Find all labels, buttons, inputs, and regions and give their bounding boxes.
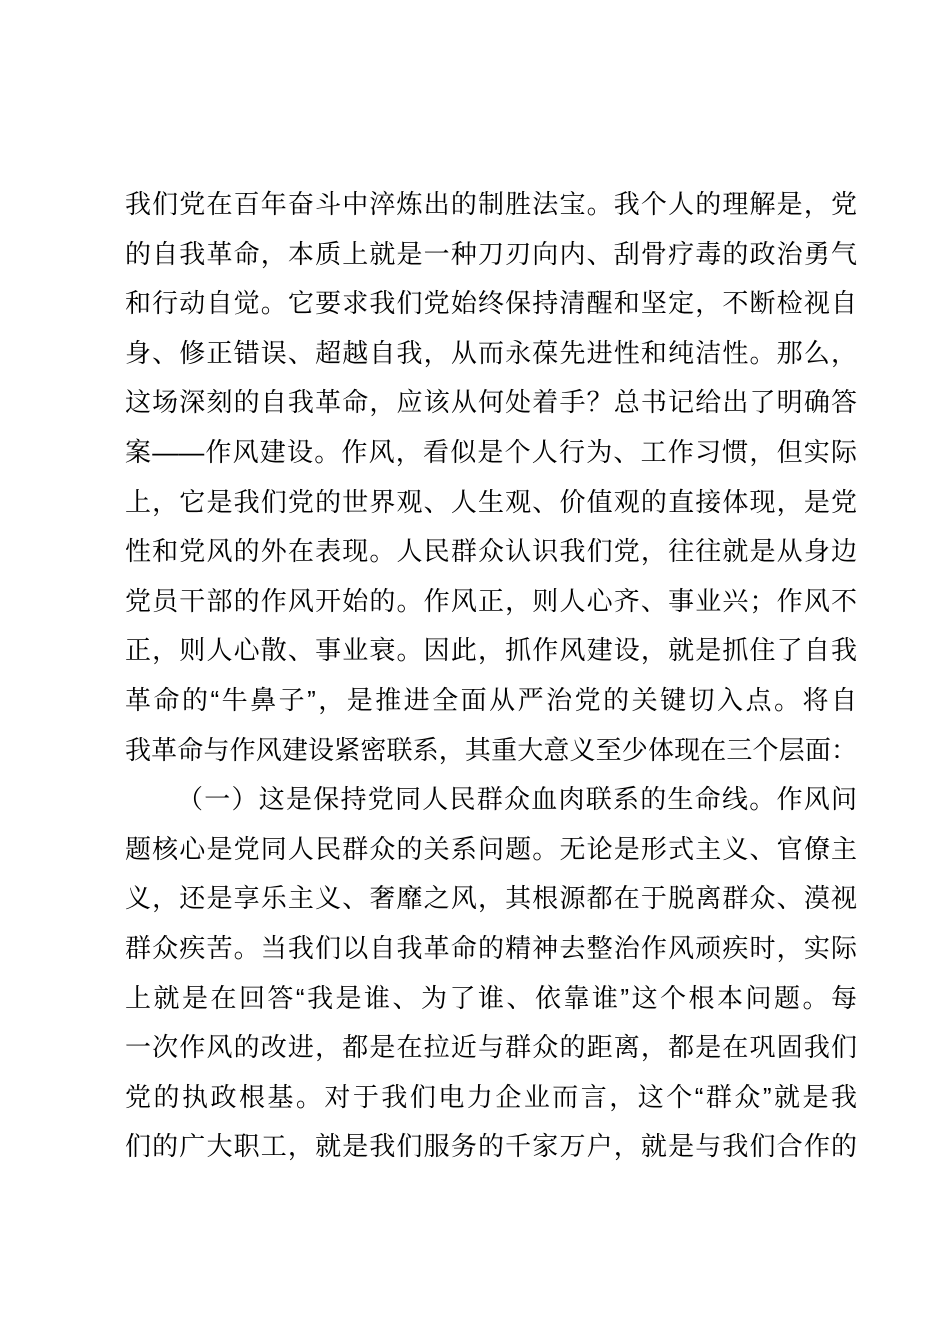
text-line-paragraph-start: （一）这是保持党同人民群众血肉联系的生命线。作风问	[177, 784, 857, 815]
text-line: 性和党风的外在表现。人民群众认识我们党，往往就是从身边	[125, 536, 857, 567]
text-line: 案——作风建设。作风，看似是个人行为、工作习惯，但实际	[125, 436, 857, 467]
text-line: 这场深刻的自我革命，应该从何处着手？总书记给出了明确答	[125, 387, 857, 418]
text-line: 党员干部的作风开始的。作风正，则人心齐、事业兴；作风不	[125, 585, 857, 616]
text-line: 们的广大职工，就是我们服务的千家万户，就是与我们合作的	[125, 1131, 857, 1162]
text-line: 群众疾苦。当我们以自我革命的精神去整治作风顽疾时，实际	[125, 932, 857, 963]
text-line: 我们党在百年奋斗中淬炼出的制胜法宝。我个人的理解是，党	[125, 189, 857, 219]
text-line: 上，它是我们党的世界观、人生观、价值观的直接体现，是党	[125, 486, 857, 517]
text-line: 和行动自觉。它要求我们党始终保持清醒和坚定，不断检视自	[125, 288, 857, 319]
text-line: 党的执政根基。对于我们电力企业而言，这个“群众”就是我	[125, 1081, 857, 1112]
text-line: 的自我革命，本质上就是一种刀刃向内、刮骨疗毒的政治勇气	[125, 238, 857, 269]
text-line: 上就是在回答“我是谁、为了谁、依靠谁”这个根本问题。每	[125, 982, 857, 1013]
text-line: 题核心是党同人民群众的关系问题。无论是形式主义、官僚主	[125, 833, 857, 864]
text-line: 义，还是享乐主义、奢靡之风，其根源都在于脱离群众、漠视	[125, 883, 857, 914]
text-line: 正，则人心散、事业衰。因此，抓作风建设，就是抓住了自我	[125, 635, 857, 666]
text-block	[125, 180, 857, 1172]
text-line: 我革命与作风建设紧密联系，其重大意义至少体现在三个层面：	[125, 734, 857, 765]
text-line: 一次作风的改进，都是在拉近与群众的距离，都是在巩固我们	[125, 1032, 857, 1063]
text-line: 革命的“牛鼻子”，是推进全面从严治党的关键切入点。将自	[125, 684, 857, 715]
text-line: 身、修正错误、超越自我，从而永葆先进性和纯洁性。那么，	[125, 337, 857, 368]
